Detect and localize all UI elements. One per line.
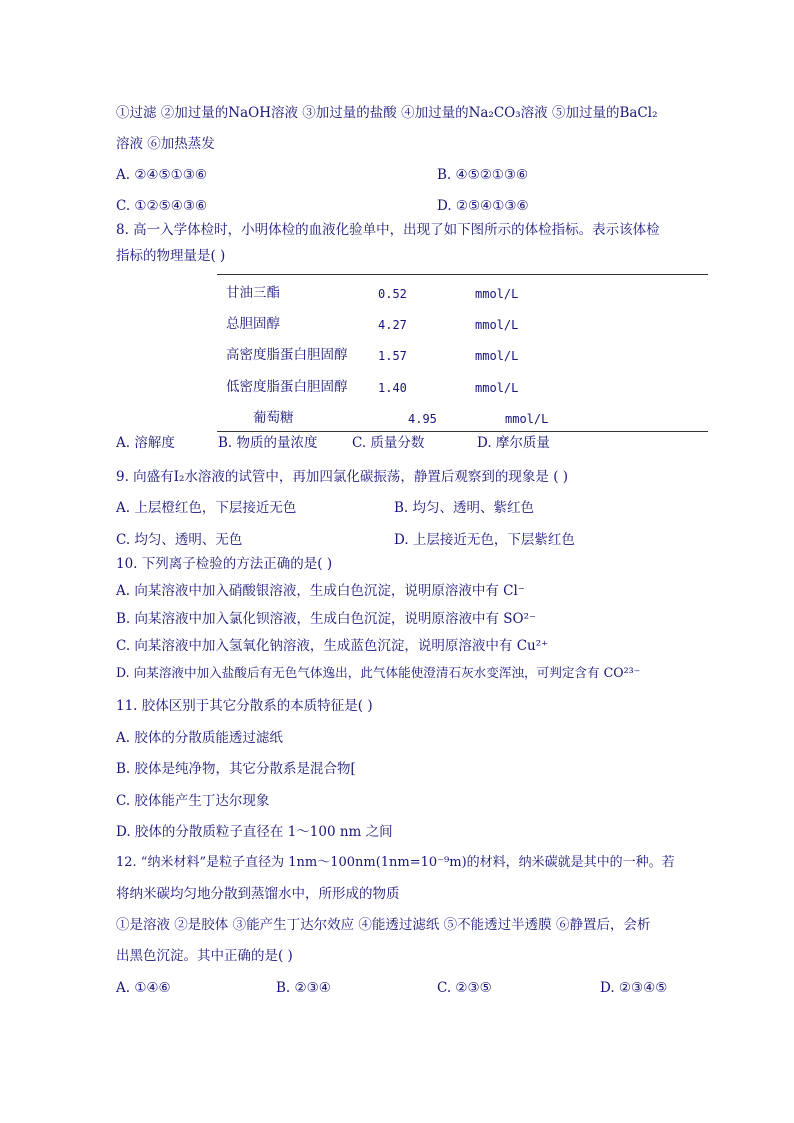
q11-stem: 11. 胶体区别于其它分散系的本质特征是( ) <box>116 698 373 714</box>
q10-stem: 10. 下列离子检验的方法正确的是( ) <box>116 556 333 572</box>
q8-option-d: D. 摩尔质量 <box>477 435 550 451</box>
q7-option-c: C. ①②⑤④③⑥ <box>116 198 208 214</box>
q12-option-c: C. ②③⑤ <box>437 980 492 996</box>
row-unit: mmol/L <box>475 318 519 332</box>
q9-option-b: B. 均匀、透明、紫红色 <box>394 500 535 516</box>
q7-option-b: B. ④⑤②①③⑥ <box>437 167 529 183</box>
q11-option-c: C. 胶体能产生丁达尔现象 <box>116 793 270 809</box>
q12-option-b: B. ②③④ <box>276 980 331 996</box>
q8-option-a: A. 溶解度 <box>116 435 175 451</box>
q7-option-a: A. ②④⑤①③⑥ <box>116 167 207 183</box>
q10-option-a: A. 向某溶液中加入硝酸银溶液，生成白色沉淀，说明原溶液中有 Cl⁻ <box>116 583 525 599</box>
q12-stem-line1: 12. “纳米材料”是粒子直径为 1nm～100nm(1nm=10⁻⁹m)的材料，纳米碳就是其中的一种。若 <box>116 855 675 870</box>
q7-option-d: D. ②⑤④①③⑥ <box>437 198 529 214</box>
q12-stem-line2: 将纳米碳均匀地分散到蒸馏水中，所形成的物质 <box>116 886 400 902</box>
q7-line2: 溶液 ⑥加热蒸发 <box>116 136 215 152</box>
row-unit: mmol/L <box>475 349 519 363</box>
row-unit: mmol/L <box>505 412 549 426</box>
q12-option-d: D. ②③④⑤ <box>600 980 668 996</box>
q11-option-b: B. 胶体是纯净物，其它分散系是混合物[ <box>116 761 356 777</box>
q10-option-c: C. 向某溶液中加入氢氧化钠溶液，生成蓝色沉淀，说明原溶液中有 Cu²⁺ <box>116 638 549 654</box>
row-value: 0.52 <box>378 287 407 301</box>
q12-stem-line4: 出黑色沉淀。其中正确的是( ) <box>116 948 293 964</box>
row-value: 4.95 <box>408 412 437 426</box>
q8-option-c: C. 质量分数 <box>352 435 425 451</box>
q11-option-d: D. 胶体的分散质粒子直径在 1～100 nm 之间 <box>116 824 393 840</box>
q12-stem-line3: ①是溶液 ②是胶体 ③能产生丁达尔效应 ④能透过滤纸 ⑤不能透过半透膜 ⑥静置后，会析 <box>116 917 651 933</box>
row-name: 甘油三酯 <box>226 285 280 301</box>
row-name: 总胆固醇 <box>226 316 280 332</box>
row-value: 1.57 <box>378 349 407 363</box>
q8-stem-line1: 8. 高一入学体检时，小明体检的血液化验单中，出现了如下图所示的体检指标。表示该体检 <box>116 222 660 238</box>
row-name: 高密度脂蛋白胆固醇 <box>226 347 348 363</box>
q9-option-c: C. 均匀、透明、无色 <box>116 532 243 548</box>
q8-option-b: B. 物质的量浓度 <box>218 435 318 451</box>
q10-option-b: B. 向某溶液中加入氯化钡溶液，生成白色沉淀，说明原溶液中有 SO²⁻ <box>116 611 537 627</box>
row-value: 4.27 <box>378 318 407 332</box>
table-top-rule <box>217 274 708 275</box>
row-unit: mmol/L <box>475 287 519 301</box>
q9-stem: 9. 向盛有I₂水溶液的试管中，再加四氯化碳振荡，静置后观察到的现象是 ( ) <box>116 469 569 485</box>
q7-line1: ①过滤 ②加过量的NaOH溶液 ③加过量的盐酸 ④加过量的Na₂CO₃溶液 ⑤加过量的BaCl₂ <box>116 105 658 121</box>
row-name: 葡萄糖 <box>253 410 294 426</box>
q9-option-a: A. 上层橙红色，下层接近无色 <box>116 500 297 516</box>
q10-option-d: D. 向某溶液中加入盐酸后有无色气体逸出，此气体能使澄清石灰水变浑浊，可判定含有 CO²³⁻ <box>116 665 641 680</box>
row-value: 1.40 <box>378 381 407 395</box>
row-name: 低密度脂蛋白胆固醇 <box>226 379 348 395</box>
q11-option-a: A. 胶体的分散质能透过滤纸 <box>116 730 283 746</box>
table-bottom-rule <box>217 431 708 432</box>
q12-option-a: A. ①④⑥ <box>116 980 171 996</box>
q9-option-d: D. 上层接近无色，下层紫红色 <box>394 532 575 548</box>
q8-stem-line2: 指标的物理量是( ) <box>116 248 226 264</box>
row-unit: mmol/L <box>475 381 519 395</box>
